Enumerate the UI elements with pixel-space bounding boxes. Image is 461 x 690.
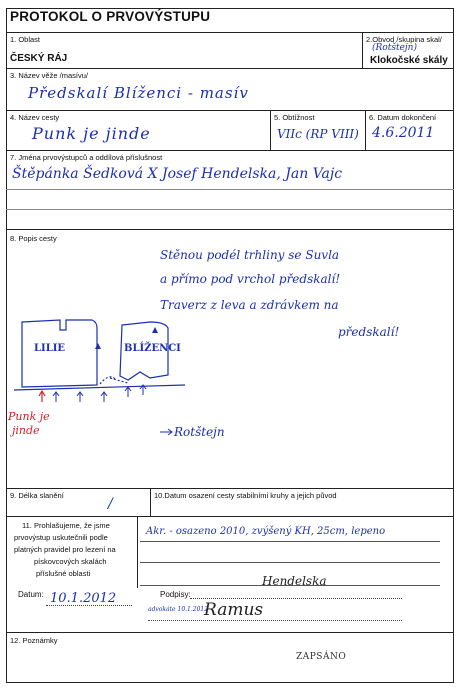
popis-line: předskalí! <box>338 325 400 339</box>
prohlaseni-line: 11. Prohlašujeme, že jsme <box>22 521 110 530</box>
jmena-label: 7. Jména prvovýstupců a oddílová příslušnost <box>10 153 163 162</box>
oblast-label: 1. Oblast <box>10 35 41 44</box>
route-name: jinde <box>12 424 40 437</box>
direction-arrow <box>160 429 172 435</box>
delka-value: / <box>108 496 113 512</box>
signature: Ramus <box>204 600 264 620</box>
nazev-cesty-label: 4. Název cesty <box>10 113 60 122</box>
nazev-veze-value: Předskalí Blíženci - masív <box>28 84 249 102</box>
datum-dokonceni-label: 6. Datum dokončení <box>369 113 437 122</box>
signature-note: advokáte 10.1.2012 <box>148 606 209 613</box>
signature-line <box>148 620 402 621</box>
osazeni-label: 10.Datum osazení cesty stabilními kruhy a jejich původ <box>154 491 337 500</box>
obvod-note: (Rotštejn) <box>372 43 417 53</box>
popis-line: a přímo pod vrchol předskalí! <box>160 272 341 286</box>
writing-line <box>140 541 440 542</box>
prohlaseni-line: příslušné oblasti <box>36 569 91 578</box>
prohlaseni-line: pískovcových skalách <box>34 557 107 566</box>
prohlaseni-line: prvovýstup uskutečnili podle <box>14 533 108 542</box>
oblast-value: ČESKÝ RÁJ <box>10 53 68 64</box>
delka-label: 9. Délka slanění <box>10 491 64 500</box>
jmena-value: Štěpánka Šedková X Josef Hendelska, Jan Vajc <box>12 166 343 182</box>
nazev-veze-label: 3. Název věže /masívu/ <box>10 71 88 80</box>
popis-line: Traverz z leva a zdrávkem na <box>160 298 339 312</box>
osazeni-value: Akr. - osazeno 2010, zvýšený KH, 25cm, lepeno <box>146 526 386 537</box>
tower-label-lilie: LILIE <box>34 343 66 354</box>
signature-line <box>190 598 402 599</box>
prohlaseni-line: platných pravidel pro lezení na <box>14 545 116 554</box>
poznamky-label: 12. Poznámky <box>10 636 58 645</box>
nazev-cesty-value: Punk je jinde <box>32 124 151 143</box>
route-arrow <box>39 391 45 402</box>
datum-label: Datum: <box>18 590 44 599</box>
tower-label-blizenci: BLÍŽENCI <box>124 343 181 354</box>
route-name: Punk je <box>8 410 50 423</box>
summit-marker <box>95 343 101 349</box>
popis-line: Stěnou podél trhliny se Suvla <box>160 248 340 262</box>
popis-label: 8. Popis cesty <box>10 234 57 243</box>
obtiznost-value: VIIc (RP VIII) <box>277 127 359 141</box>
arrow-note: Rotštejn <box>174 425 225 439</box>
writing-line <box>140 562 440 563</box>
tower-outline <box>14 320 185 390</box>
obvod-label: 2.Obvod /skupina skal/ <box>366 35 442 44</box>
page-title: PROTOKOL O PRVOVÝSTUPU <box>10 9 211 24</box>
obtiznost-label: 5. Obtížnost <box>274 113 315 122</box>
obvod-value: Klokočské skály <box>370 55 448 66</box>
datum-value: 10.1.2012 <box>50 591 117 606</box>
summit-marker <box>152 327 158 333</box>
signature: Hendelska <box>262 574 327 588</box>
poznamky-value: ZAPSÁNO <box>296 652 347 662</box>
podpisy-label: Podpisy: <box>160 590 191 599</box>
datum-dokonceni-value: 4.6.2011 <box>372 125 435 141</box>
